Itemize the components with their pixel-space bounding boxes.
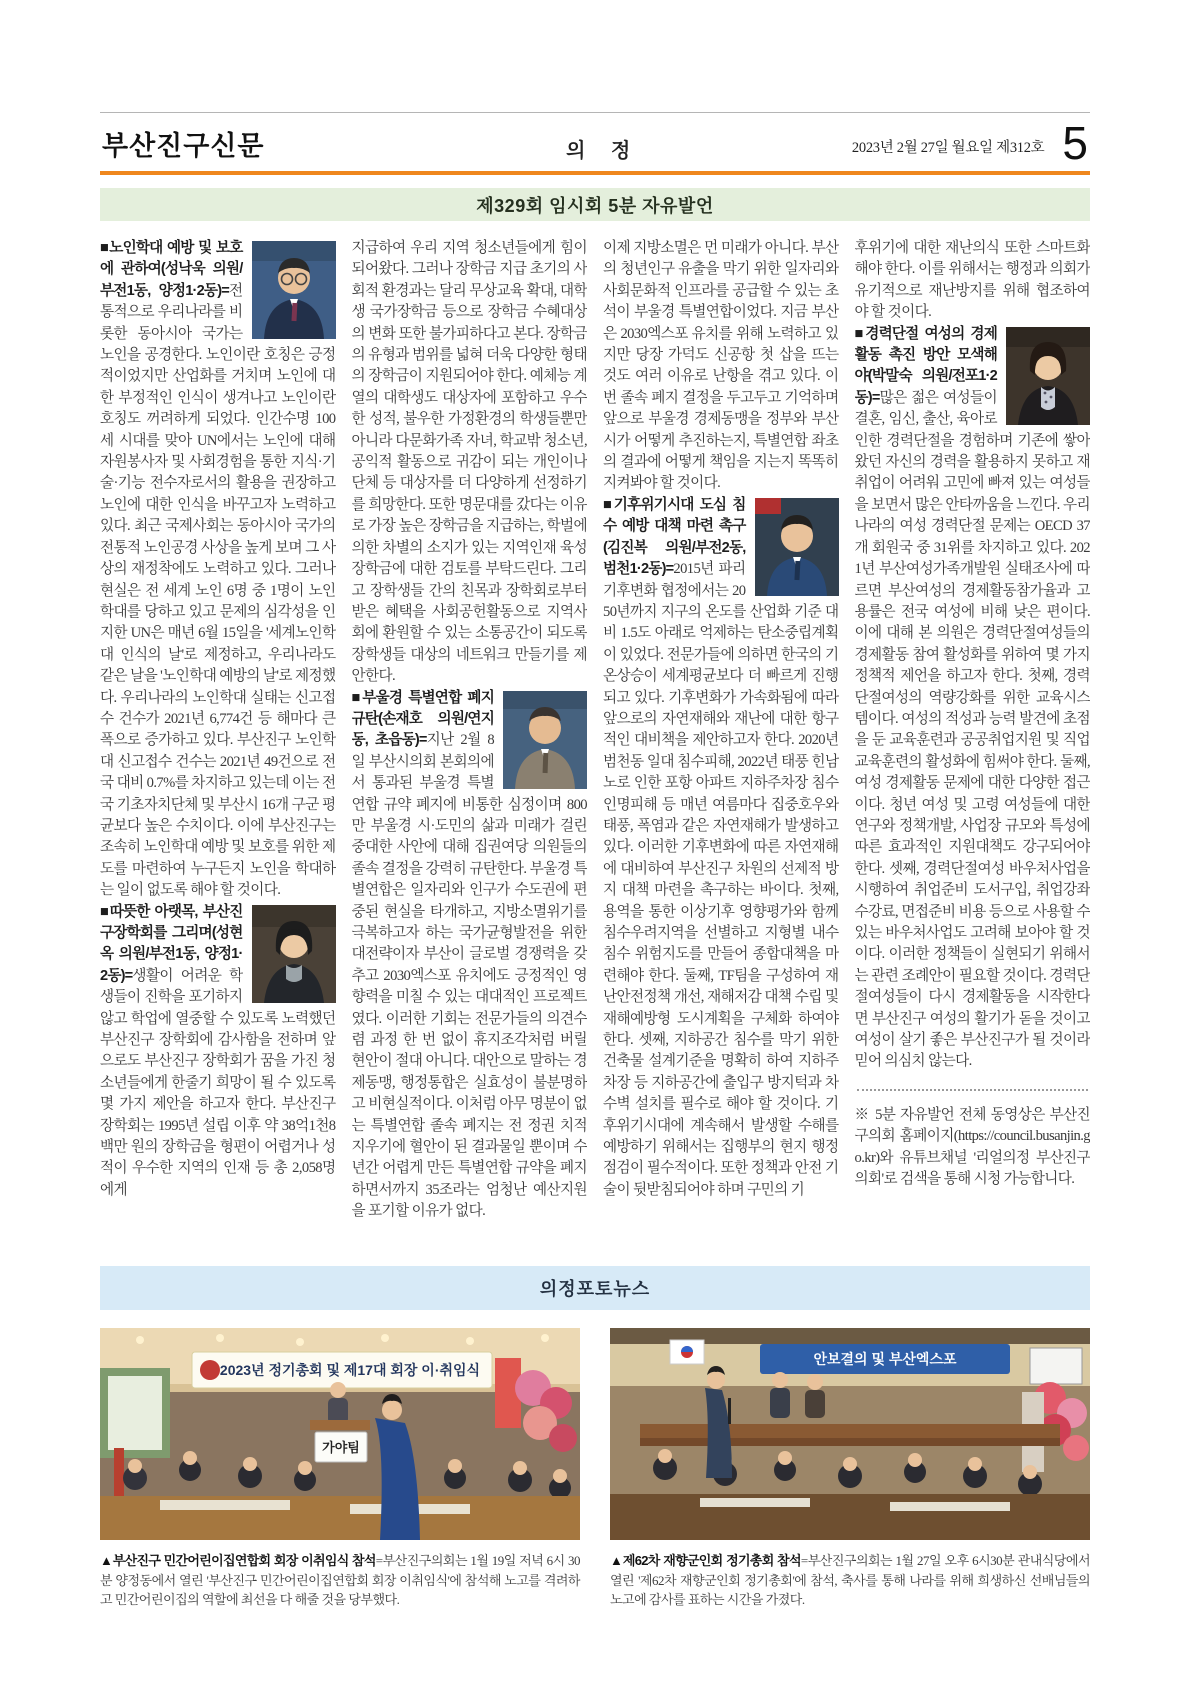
article-bulgyeong-cont: [603, 238, 839, 495]
main-headline: 제329회 임시회 5분 자유발언: [476, 195, 714, 216]
article-text: 이제 지방소멸은 먼 미래가 아니다. 부산의 청년인구 유출을 막기 위한 일자리와 사회문화적 인프라를 공급할 수 있는 초석이 부울경 특별연합이었다. 지금 부산은 2030엑스포 유치를 위해 노력하고 있지만 당장 가덕도 신공항 첫 삽을 뜨는 것도 여러 이유로 난항을 겪고 있다. 이번 졸속 폐지 결정을 두고두고 기억하며 앞으로 부울경 경제동맹을 정부와 부산시가 어떻게 추진하는지, 특별연합 좌초의 결과에 어떻게 책임을 지는지 똑똑히 지켜봐야 할 것이다.: [603, 240, 839, 492]
photo-block-2: [610, 1328, 1090, 1623]
footnote-divider: [857, 1089, 1089, 1091]
photo2-caption-text: =부산진구의회는 1월 27일 오후 6시30분 관내식당에서 열린 '제62차 재향군인회 정기총회'에 참석, 축사를 통해 나라를 위해 희생하신 선배님들의 노고에 감사를 표하는 시간을 가졌다.: [610, 1553, 1090, 1607]
body-column-1: [100, 238, 336, 1240]
portrait-photo-kim-jin-bok: [755, 498, 839, 596]
page-number: 5: [1062, 117, 1088, 169]
photo-veterans-meeting: [610, 1328, 1090, 1540]
article-climate: [603, 495, 839, 1201]
body-column-4: [855, 238, 1091, 1240]
article-body: [100, 238, 1090, 1240]
photo-news-photos: [100, 1328, 1090, 1623]
dateline: [851, 117, 1088, 169]
article-text: 생활이 어려운 학생들이 진학을 포기하지 않고 학업에 열중할 수 있도록 노력했던 부산진구 장학회에 감사함을 전하며 앞으로도 부산진구 장학회가 꿈을 가진 청소년들에게 한줄기 희망이 될 수 있도록 몇 가지 제안을 하고자 한다. 부산진구 장학회는 1995년 설립 이후 약 38억1천8백만 원의 장학금을 형편이 어렵거나 성적이 우수한 지역의 인재 등 총 2,058명에게: [100, 967, 336, 1198]
section-title: 의 정: [566, 140, 641, 162]
photo-block-1: [100, 1328, 580, 1623]
article-title: ■노인학대 예방 및 보호에 관하여(성낙욱 의원/부전1동, 양정1·2동)=: [100, 240, 243, 299]
photo-childcare-ceremony: [100, 1328, 580, 1540]
masthead-logo: 부산진구신문: [102, 131, 265, 161]
article-text: 전통적으로 우리나라를 비롯한 동아시아 국가는 노인을 공경한다. 노인이란 호칭은 긍정적이었지만 산업화를 거치며 노인에 대한 부정적인 인식이 생겨나고 노인이란 호칭도 꺼려하게 되었다. 인간수명 100세 시대를 맞아 UN에서는 노인에 대해 자원봉사자 및 사회경험을 통한 지식·기술·기능 전수자로서의 활용을 권장하고 노인에 대한 인식을 바꾸고자 노력하고 있다. 최근 국제사회는 동아시아 국가의 전통적 노인공경 사상을 높게 보며 그 사상의 재정착에도 노력하고 있다. 그러나 현실은 전 세계 노인 6명 중 1명이 노인학대를 당하고 있고 문제의 심각성을 인지한 UN은 매년 6월 15일을 '세계노인학대 인식의 날'로 제정하고, 우리나라도 같은 날을 '노인학대 예방의 날'로 제정했다. 우리나라의 노인학대 실태는 신고접수 건수가 2021년 6,774건 등 해마다 큰 폭으로 증가하고 있다. 부산진구 노인학대 신고접수 건수는 2021년 49건으로 전국 대비 0.7%를 차지하고 있는데 이는 전국 기초자치단체 및 부산시 16개 구군 평균보다 높은 수치이다. 이에 부산진구는 조속히 노인학대 예방 및 보호를 위한 제도를 마련하여 누구든지 노인을 학대하는 일이 없도록 해야 할 것이다.: [100, 282, 336, 899]
article-text: 지급하여 우리 지역 청소년들에게 힘이 되어왔다. 그러나 장학금 지급 초기의 사회적 환경과는 달리 무상교육 확대, 대학생 국가장학금 등으로 장학금 수혜대상의 변화 또한 불가피하다고 본다. 장학금의 유형과 범위를 넓혀 더욱 다양한 형태의 장학금이 지원되어야 한다. 예체능 계열의 대학생도 대상자에 포함하고 우수한 성적, 불우한 가정환경의 학생들뿐만 아니라 다문화가족 자녀, 학교밖 청소년, 공익적 활동으로 귀감이 되는 개인이나 단체 등 대상자를 더 다양하게 선정하기를 희망한다. 또한 명문대를 갔다는 이유로 가장 높은 장학금을 지급하는, 학벌에 의한 차별의 소지가 있는 지역인재 육성 장학금에 대한 검토를 부탁드린다. 그리고 장학생들 간의 친목과 장학회로부터 받은 혜택을 사회공헌활동으로 지역사회에 환원할 수 있는 소통공간이 되도록 장학생들 대상의 네트워크 만들기를 제안한다.: [351, 240, 587, 685]
footnote: ※ 5분 자유발언 전체 동영상은 부산진구의회 홈페이지(https://council.busanjin.go.kr)와 유튜브채널 '리얼의정 부산진구의회'로 검색을 통해 시청 가능합니다.: [854, 1106, 1090, 1188]
article-title: ■기후위기시대 도심 침수 예방 대책 마련 촉구(김진복 의원/부전2동, 범천1·2동)=: [603, 496, 746, 578]
photo1-caption-text: =부산진구의회는 1월 19일 저녁 6시 30분 양정동에서 열린 '부산진구 민간어린이집연합회 회장 이취임식'에 참석해 노고를 격려하고 민간어린이집의 역할에 최선을 다 해줄 것을 당부했다.: [100, 1553, 580, 1607]
main-headline-banner: [100, 188, 1090, 221]
photo1-sign-text: 가야팀: [322, 1440, 360, 1455]
article-climate-cont: [855, 238, 1091, 324]
photo1-banner-text: 2023년 정기총회 및 제17대 회장 이·취임식: [219, 1362, 481, 1378]
photo1-caption: [100, 1551, 580, 1610]
portrait-photo-park-mal-suk: [1006, 327, 1090, 425]
article-title: ■경력단절 여성의 경제활동 촉진 방안 모색해야(박말숙 의원/전포1·2동)=: [854, 325, 997, 406]
photo2-caption-title: ▲제62차 재향군인회 정기총회 참석: [610, 1553, 801, 1568]
article-text: 2015년 파리 기후변화 협정에서는 2050년까지 지구의 온도를 산업화 기준 대비 1.5도 아래로 억제하는 탄소중립계획이 있었다. 전문가들에 의하면 한국의 기온상승이 세계평균보다 더 빠르게 진행되고 있다. 기후변화가 가속화됨에 따라 앞으로의 자연재해와 재난에 대한 항구적인 대비책을 제안하고자 한다. 2020년 범천동 일대 침수피해, 2022년 태풍 힌남노로 인한 포항 아파트 지하주차장 침수 인명피해 등 매년 여름마다 집중호우와 태풍, 폭염과 같은 자연재해가 발생하고 있다. 이러한 기후변화에 따른 자연재해에 대비하여 부산진구 차원의 선제적 방지 대책 마련을 촉구하는 바이다. 첫째, 용역을 통한 이상기후 영향평가와 함께 침수우려지역을 선별하고 지형별 내수침수 위험지도를 만들어 종합대책을 마련해야 한다. 둘째, TF팀을 구성하여 재난안전정책 개선, 재해저감 대책 수립 및 재해예방형 도시계획을 구체화 하여야 한다. 셋째, 지하공간 침수를 막기 위한 건축물 설계기준을 명확히 하여 지하주차장 등 지하공간에 출입구 방지턱과 차수벽 설치를 필수로 해야 할 것이다. 기후위기시대에 계속해서 발생할 수해를 예방하기 위해서는 집행부의 현지 행정 점검이 필수적이다. 또한 정책과 안전 기술이 뒷받침되어야 하며 구민의 기: [603, 561, 839, 1198]
photo-news-banner: [100, 1266, 1090, 1310]
article-career-women: [855, 324, 1091, 1073]
photo2-caption: [610, 1551, 1090, 1610]
portrait-photo-son-jae-ho: [503, 691, 587, 789]
photo-news-title: 의정포토뉴스: [539, 1279, 651, 1299]
body-column-3: [603, 238, 839, 1240]
masthead-row: [100, 113, 1090, 171]
portrait-photo-seong-hyeon-ok: [252, 905, 336, 1003]
header-orange-rule: [100, 171, 1090, 175]
article-title: ■부울경 특별연합 폐지 규탄(손재호 의원/연지동, 초읍동)=: [351, 689, 494, 749]
article-scholarship-cont: [352, 238, 588, 688]
photo2-banner-text: 안보결의 및 부산엑스포: [813, 1351, 957, 1367]
photo1-caption-title: ▲부산진구 민간어린이집연합회 회장 이취임식 참석: [100, 1553, 376, 1568]
article-text: 지난 2월 8일 부산시의회 본회의에서 통과된 부울경 특별연합 규약 폐지에 비통한 심정이며 800만 부울경 시·도민의 삶과 미래가 걸린 중대한 사안에 대해 집권여당 의원들의 졸속 결정을 강력히 규탄한다. 부울경 특별연합은 일자리와 인구가 수도권에 편중된 현실을 타개하고, 지방소멸위기를 극복하고자 하는 국가균형발전을 위한 대전략이자 부산이 글로벌 경쟁력을 갖추고 2030엑스포 유치에도 긍정적인 영향력을 미칠 수 있는 대대적인 프로젝트였다. 이러한 기회는 전문가들의 의견수렴 과정 한 번 없이 휴지조각처럼 버릴 현안이 절대 아니다. 대안으로 말하는 경제동맹, 행정통합은 실효성이 불분명하고 비현실적이다. 이처럼 아무 명분이 없는 특별연합 졸속 폐지는 전 정권 치적 지우기에 혈안이 된 결과물일 뿐이며 수년간 어렵게 만든 특별연합 규약을 폐지하면서까지 35조라는 엄청난 예산지원을 포기할 이유가 없다.: [351, 732, 587, 1220]
article-title: ■따뜻한 아랫목, 부산진구장학회를 그리며(성현옥 의원/부전1동, 양정1·2동)=: [100, 903, 243, 984]
article-text: 많은 젊은 여성들이 결혼, 임신, 출산, 육아로 인한 경력단절을 경험하며 기존에 쌓아왔던 자신의 경력을 활용하지 못하고 재취업이 어려워 고민에 빠져 있는 여성들을 보면서 많은 안타까움을 느낀다. 우리나라의 여성 경력단절 문제는 OECD 37개 회원국 중 31위를 차지하고 있다. 2021년 부산여성가족개발원 실태조사에 따르면 부산여성의 경제활동참가율과 고용률은 전국 여성에 비해 낮은 편이다. 이에 대해 본 의원은 경력단절여성들의 경제활동 참여 활성화를 위하여 몇 가지 정책적 제언을 하고자 한다. 첫째, 경력단절여성의 역량강화를 위한 교육시스템이다. 여성의 적성과 능력 발견에 초점을 둔 교육훈련과 공공취업지원 및 직업교육훈련의 활성화에 힘써야 한다. 둘째, 여성 경제활동 문제에 대한 다양한 접근이다. 청년 여성 및 고령 여성들에 대한 연구와 정책개발, 사업장 규모와 특성에 따른 효과적인 지원대책도 강구되어야 한다. 셋째, 경력단절여성 바우처사업을 시행하여 취업준비 도서구입, 취업강좌 수강료, 면접준비 비용 등으로 사용할 수 있는 바우처사업도 고려해 보아야 할 것이다. 이러한 정책들이 실현되기 위해서는 관련 조례안이 필요할 것이다. 경력단절여성들이 다시 경제활동을 시작한다면 부산진구 여성의 활기가 돋을 것이고 여성이 살기 좋은 부산진구가 될 것이라 믿어 의심치 않는다.: [854, 389, 1090, 1070]
portrait-photo-seong-nak-uk: [252, 241, 336, 339]
body-column-2: [352, 238, 588, 1240]
date-issue: 2023년 2월 27일 월요일 제312호: [851, 140, 1045, 156]
article-text: 후위기에 대한 재난의식 또한 스마트화해야 한다. 이를 위해서는 행정과 의회가 유기적으로 재난방지를 위해 협조하여야 할 것이다.: [854, 240, 1090, 321]
